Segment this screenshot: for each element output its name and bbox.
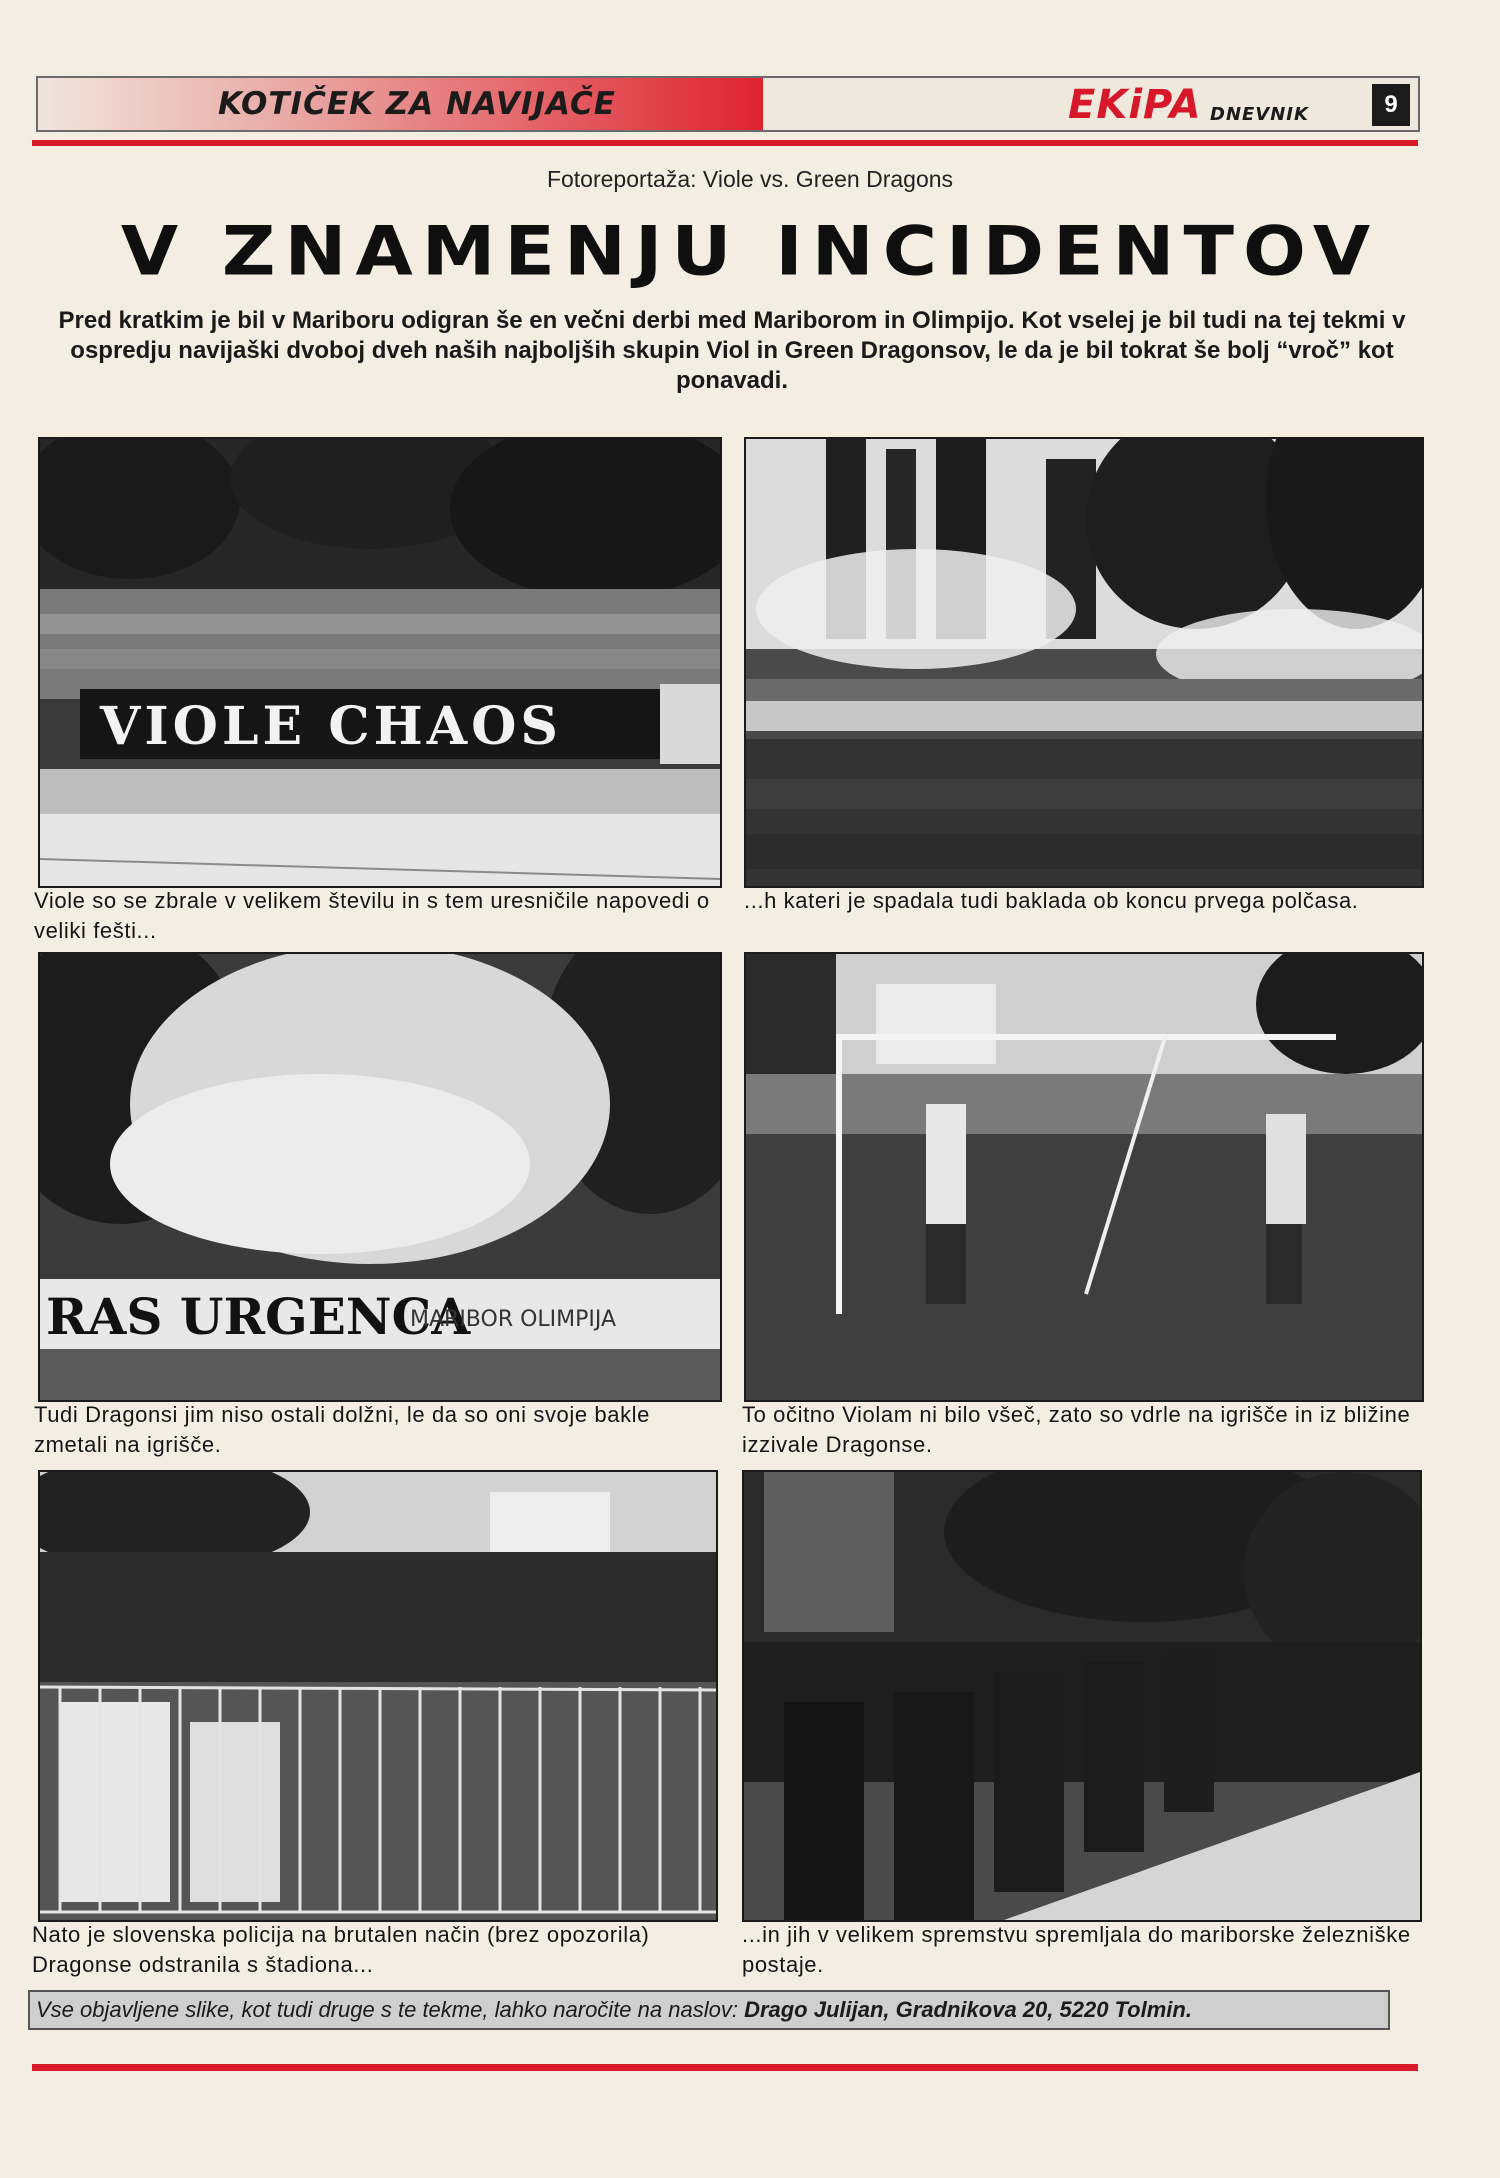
photo-caption-1: Viole so se zbrale v velikem številu in s tem uresničile napovedi o veliki fešti... (34, 888, 710, 943)
photo-police-fence (38, 1470, 718, 1922)
header-rule (32, 140, 1418, 146)
photo-banner-viole: VIOLE CHAOS (100, 696, 562, 757)
section-title: KOTIČEK ZA NAVIJAČE (218, 86, 616, 122)
photo-caption-5: Nato je slovenska policija na brutalen način (brez opozorila) Dragonse odstranila s štadiona... (32, 1922, 650, 1977)
order-photos-text: Vse objavljene slike, kot tudi druge s te tekme, lahko naročite na naslov: (36, 1997, 745, 2022)
photo-police-escort (742, 1470, 1422, 1922)
photo-caption-2: ...h kateri je spadala tudi baklada ob koncu prvega polčasa. (744, 888, 1359, 913)
article-lead: Pred kratkim je bil v Mariboru odigran še en večni derbi med Mariborom in Olimpijo. Kot vselej je bil tudi na tej tekmi v ospredju navijaški dvoboj dveh naših najboljših skupin Viol in Green Dragonsov, le da je bil tokrat še bolj “vroč” kot ponavadi. (58, 307, 1406, 394)
photo-baklada-stand (744, 437, 1424, 888)
photo-banner-urgenca: RAS URGENCA (46, 1287, 471, 1346)
photo-caption-4: To očitno Violam ni bilo všeč, zato so vdrle na igrišče in iz bližine izzivale Dragonse. (742, 1402, 1411, 1457)
photo-caption-6: ...in jih v velikem spremstvu spremljala do mariborske železniške postaje. (742, 1922, 1411, 1977)
article-headline: V ZNAMENJU INCIDENTOV (120, 212, 1380, 292)
page-number: 9 (1372, 84, 1410, 126)
photo-caption-3: Tudi Dragonsi jim niso ostali dolžni, le da so oni svoje bakle zmetali na igrišče. (34, 1402, 651, 1457)
footer-rule (32, 2064, 1418, 2071)
photo-dragons-smoke (38, 952, 722, 1402)
photo-viole-crowd (38, 437, 722, 888)
article-kicker: Fotoreportaža: Viole vs. Green Dragons (546, 166, 954, 192)
photo-banner-maribor: MARIBOR OLIMPIJA (410, 1307, 617, 1332)
order-photos-address: Drago Julijan, Gradnikova 20, 5220 Tolmin. (744, 1997, 1192, 2022)
photo-pitch-invasion (744, 952, 1424, 1402)
order-photos-notice (28, 1990, 1390, 2030)
brand-subtitle: DNEVNIK (1210, 104, 1309, 125)
brand-logo: EKiPA (1068, 82, 1202, 128)
